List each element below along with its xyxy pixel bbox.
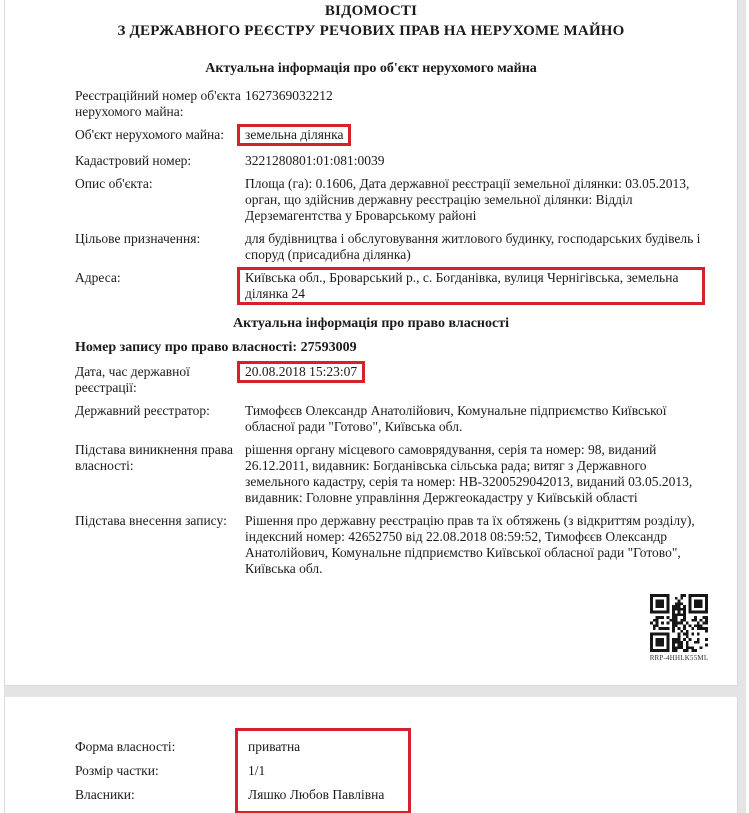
section-heading-ownership: Актуальна інформація про право власності [233,316,509,331]
field-value: для будівництва і обслуговування житлового будинку, господарських будівель і споруд (присадибна ділянка) [245,231,701,262]
field-value [245,364,705,396]
field-value: Тимофєєв Олександр Анатолійович, Комунальне підприємство Київської обласної ради "Готово", Київська обл. [245,403,667,434]
qr-code-image [650,594,708,652]
object-fields [5,88,737,305]
field-row-ownership-basis [75,442,705,506]
owner-labels-column [75,728,245,813]
field-row-record-basis [75,513,705,577]
field-label: Адреса: [75,270,121,285]
field-row-purpose [75,231,705,263]
document-title-line1: ВІДОМОСТІ [324,3,418,19]
field-value: 1/1 [248,763,266,778]
field-label: Розмір частки: [75,763,159,778]
field-row-registration-datetime [75,364,705,396]
ownership-fields [5,364,737,577]
field-value: приватна [248,739,301,754]
field-value: рішення органу місцевого самоврядування, серія та номер: 98, виданий 26.12.2011, видавник: Богданівська сільська рада; витяг з Державного земельного кадастру, серія та номер: НВ-3200529042013, виданий 03.05.2013, видавник: Головне управління Держгеокадастру у Київській області [245,442,693,505]
qr-caption: RRP-4HHLK55ML [649,654,709,662]
field-label: Власники: [75,787,135,802]
field-value: Площа (га): 0.1606, Дата державної реєстрації земельної ділянки: 03.05.2013, орган, що здійснив державну реєстрацію земельної ділянки: Відділ Дерземагентства у Броварському районі [245,176,690,223]
field-label: Опис об'єкта: [75,176,153,191]
section-heading-object: Актуальна інформація про об'єкт нерухомого майна [205,61,537,76]
highlight-box-owner-values [235,728,411,813]
field-value: 1627369032212 [245,88,333,103]
field-row-cadastral-number [75,153,705,169]
field-row-address [75,270,705,305]
document-title-line2: З ДЕРЖАВНОГО РЕЄСТРУ РЕЧОВИХ ПРАВ НА НЕРУХОМЕ МАЙНО [117,23,625,39]
field-row-registrar [75,403,705,435]
field-value [245,127,705,146]
field-label: Реєстраційний номер об'єкта нерухомого майна: [75,88,241,119]
field-row-object-type [75,127,705,146]
field-label: Підстава виникнення права власності: [75,442,233,473]
field-row-description [75,176,705,224]
field-label: Державний реєстратор: [75,403,210,418]
owner-fields [5,697,737,813]
qr-block [647,594,711,663]
field-value: 3221280801:01:081:0039 [245,153,385,168]
highlight-box-object-type: земельна ділянка [237,124,351,146]
field-label: Підстава внесення запису: [75,513,227,528]
field-label: Об'єкт нерухомого майна: [75,127,225,142]
field-label: Дата, час державної реєстрації: [75,364,190,395]
field-label: Форма власності: [75,739,176,754]
field-value: Ляшко Любов Павлівна [248,787,385,802]
highlight-box-address: Київська обл., Броварський р., с. Богданівка, вулиця Чернігівська, земельна ділянка 24 [237,267,705,305]
ownership-record-number: Номер запису про право власності: 27593009 [75,340,357,355]
field-row-reg-number [75,88,705,120]
document-page-1 [4,0,738,686]
field-value [245,270,705,305]
field-label: Кадастровий номер: [75,153,192,168]
field-label: Цільове призначення: [75,231,201,246]
document-page-2 [4,697,738,813]
field-value: Рішення про державну реєстрацію прав та їх обтяжень (з відкриттям розділу), індексний номер: 42652750 від 22.08.2018 08:59:52, Тимофєєв Олександр Анатолійович, Комунальне підприємство Київської обласної ради "Готово", Київська обл. [245,513,695,576]
highlight-box-registration-datetime: 20.08.2018 15:23:07 [237,361,365,383]
